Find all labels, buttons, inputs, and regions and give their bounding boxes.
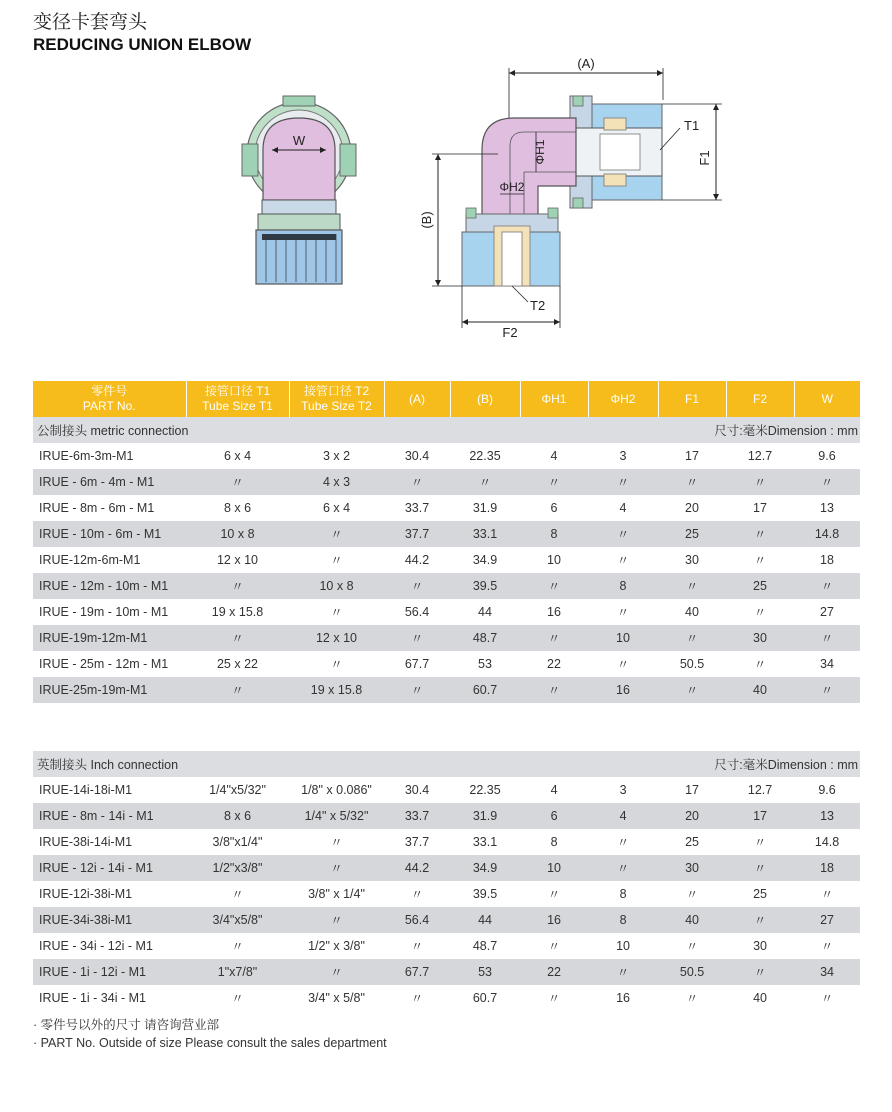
- table-cell: 〃: [384, 985, 450, 1011]
- metric-spec-table: [33, 381, 860, 703]
- table-cell: 3: [588, 443, 658, 469]
- table-cell: 〃: [520, 469, 588, 495]
- footnote-en: · PART No. Outside of size Please consult the sales department: [33, 1036, 387, 1050]
- part-number-cell: IRUE - 8m - 6m - M1: [33, 495, 186, 521]
- dimension-label-a: (A): [577, 56, 595, 71]
- table-cell: 12 x 10: [186, 547, 289, 573]
- table-row: [33, 547, 860, 573]
- table-cell: 〃: [726, 521, 794, 547]
- table-cell: 〃: [384, 573, 450, 599]
- table-cell: 33.7: [384, 495, 450, 521]
- table-cell: 30: [726, 625, 794, 651]
- table-cell: 〃: [794, 933, 860, 959]
- table-cell: 40: [658, 907, 726, 933]
- table-cell: 27: [794, 599, 860, 625]
- table-cell: 〃: [658, 469, 726, 495]
- table-cell: 18: [794, 547, 860, 573]
- table-cell: 〃: [450, 469, 520, 495]
- table-cell: 〃: [289, 599, 384, 625]
- part-number-cell: IRUE - 12i - 14i - M1: [33, 855, 186, 881]
- table-row: [33, 469, 860, 495]
- table-cell: 3 x 2: [289, 443, 384, 469]
- col-header-b: (B): [450, 381, 520, 417]
- table-cell: 〃: [588, 521, 658, 547]
- table-cell: 〃: [384, 677, 450, 703]
- table-cell: 17: [658, 443, 726, 469]
- end-view-drawing: [242, 96, 356, 284]
- col-header-h1: ΦH1: [520, 381, 588, 417]
- col-header-f1: F1: [658, 381, 726, 417]
- part-number-cell: IRUE - 10m - 6m - M1: [33, 521, 186, 547]
- table-cell: 〃: [794, 469, 860, 495]
- table-cell: 12 x 10: [289, 625, 384, 651]
- table-row: [33, 599, 860, 625]
- table-cell: 〃: [520, 933, 588, 959]
- table-cell: 25: [658, 521, 726, 547]
- technical-drawing: [0, 0, 892, 370]
- table-row: [33, 443, 860, 469]
- table-cell: 25 x 22: [186, 651, 289, 677]
- table-cell: 39.5: [450, 573, 520, 599]
- table-cell: 31.9: [450, 495, 520, 521]
- part-number-cell: IRUE-19m-12m-M1: [33, 625, 186, 651]
- table-cell: 〃: [520, 573, 588, 599]
- table-cell: 16: [520, 907, 588, 933]
- part-number-cell: IRUE - 25m - 12m - M1: [33, 651, 186, 677]
- table-cell: 〃: [289, 855, 384, 881]
- table-cell: 〃: [658, 573, 726, 599]
- col-header-w: W: [794, 381, 860, 417]
- table-row: [33, 651, 860, 677]
- table-cell: 8: [588, 881, 658, 907]
- table-cell: 〃: [289, 829, 384, 855]
- table-cell: 8: [520, 521, 588, 547]
- table-cell: 〃: [186, 933, 289, 959]
- inch-spec-table: [33, 751, 860, 1011]
- footnote-cn: · 零件号以外的尺寸 请咨询营业部: [33, 1018, 220, 1032]
- table-cell: 33.1: [450, 521, 520, 547]
- table-cell: 53: [450, 959, 520, 985]
- part-number-cell: IRUE-6m-3m-M1: [33, 443, 186, 469]
- table-row: [33, 777, 860, 803]
- table-cell: 4: [588, 495, 658, 521]
- part-number-cell: IRUE - 19m - 10m - M1: [33, 599, 186, 625]
- dimension-label-h1: ΦH1: [533, 139, 547, 165]
- part-number-cell: IRUE - 6m - 4m - M1: [33, 469, 186, 495]
- table-cell: 〃: [289, 521, 384, 547]
- table-cell: 〃: [588, 599, 658, 625]
- table-cell: 16: [588, 677, 658, 703]
- table-cell: 34: [794, 959, 860, 985]
- dimension-label-h2: ΦH2: [499, 180, 525, 194]
- table-cell: 14.8: [794, 829, 860, 855]
- table-cell: 14.8: [794, 521, 860, 547]
- table-cell: 53: [450, 651, 520, 677]
- table-cell: 40: [726, 677, 794, 703]
- section-row-inch: [33, 751, 860, 777]
- table-cell: 48.7: [450, 625, 520, 651]
- table-cell: 56.4: [384, 599, 450, 625]
- table-cell: 1/2"x3/8": [186, 855, 289, 881]
- table-cell: 33.1: [450, 829, 520, 855]
- part-number-cell: IRUE - 1i - 34i - M1: [33, 985, 186, 1011]
- table-cell: 30.4: [384, 777, 450, 803]
- table-cell: 13: [794, 803, 860, 829]
- col-header-a: (A): [384, 381, 450, 417]
- table-cell: 9.6: [794, 777, 860, 803]
- table-row: [33, 495, 860, 521]
- table-cell: 17: [726, 495, 794, 521]
- table-cell: 18: [794, 855, 860, 881]
- table-cell: 60.7: [450, 677, 520, 703]
- table-row: [33, 521, 860, 547]
- table-cell: 4 x 3: [289, 469, 384, 495]
- table-cell: 〃: [186, 469, 289, 495]
- table-row: [33, 933, 860, 959]
- table-cell: 6: [520, 495, 588, 521]
- table-cell: 4: [588, 803, 658, 829]
- table-cell: 16: [588, 985, 658, 1011]
- col-header-h2: ΦH2: [588, 381, 658, 417]
- table-row: [33, 829, 860, 855]
- table-cell: 8: [520, 829, 588, 855]
- table-cell: 〃: [726, 547, 794, 573]
- table-row: [33, 959, 860, 985]
- table-cell: 10: [588, 625, 658, 651]
- dimension-label-w: W: [292, 133, 306, 148]
- table-cell: 40: [658, 599, 726, 625]
- table-cell: 〃: [726, 959, 794, 985]
- footnotes: [33, 1016, 387, 1052]
- table-cell: 〃: [794, 573, 860, 599]
- table-cell: 10: [520, 547, 588, 573]
- table-cell: 25: [726, 573, 794, 599]
- section-label-metric: 公制接头 metric connection: [33, 417, 520, 443]
- table-cell: 〃: [520, 881, 588, 907]
- table-row: [33, 677, 860, 703]
- table-cell: 〃: [588, 651, 658, 677]
- table-cell: 3/4" x 5/8": [289, 985, 384, 1011]
- table-cell: 〃: [384, 625, 450, 651]
- table-cell: 34: [794, 651, 860, 677]
- table-cell: 3/8"x1/4": [186, 829, 289, 855]
- table-cell: 1/8" x 0.086": [289, 777, 384, 803]
- table-cell: 〃: [658, 881, 726, 907]
- table-cell: 30: [658, 547, 726, 573]
- table-row: [33, 881, 860, 907]
- table-cell: 〃: [186, 677, 289, 703]
- table-cell: 〃: [520, 985, 588, 1011]
- table-cell: 30: [726, 933, 794, 959]
- table-cell: 〃: [658, 985, 726, 1011]
- table-cell: 〃: [588, 469, 658, 495]
- table-cell: 〃: [186, 573, 289, 599]
- table-cell: 1/2" x 3/8": [289, 933, 384, 959]
- dimension-label-f2: F2: [502, 325, 518, 340]
- table-cell: 40: [726, 985, 794, 1011]
- table-cell: 50.5: [658, 651, 726, 677]
- part-number-cell: IRUE-12i-38i-M1: [33, 881, 186, 907]
- table-cell: 16: [520, 599, 588, 625]
- part-number-cell: IRUE-34i-38i-M1: [33, 907, 186, 933]
- table-cell: 〃: [289, 547, 384, 573]
- part-number-cell: IRUE-25m-19m-M1: [33, 677, 186, 703]
- table-cell: 9.6: [794, 443, 860, 469]
- table-cell: 3: [588, 777, 658, 803]
- table-cell: 〃: [794, 985, 860, 1011]
- table-cell: 27: [794, 907, 860, 933]
- table-cell: 37.7: [384, 521, 450, 547]
- part-number-cell: IRUE-38i-14i-M1: [33, 829, 186, 855]
- table-cell: 19 x 15.8: [289, 677, 384, 703]
- table-row: [33, 907, 860, 933]
- table-cell: 12.7: [726, 443, 794, 469]
- table-cell: 44: [450, 599, 520, 625]
- table-cell: 〃: [588, 547, 658, 573]
- table-cell: 39.5: [450, 881, 520, 907]
- unit-label-metric: 尺寸:毫米Dimension : mm: [520, 417, 860, 443]
- table-cell: 34.9: [450, 547, 520, 573]
- table-cell: 17: [726, 803, 794, 829]
- page-title-cn: 变径卡套弯头: [33, 12, 148, 33]
- table-row: [33, 855, 860, 881]
- col-header-part-no: 零件号 PART No.: [33, 381, 186, 417]
- table-cell: 〃: [658, 625, 726, 651]
- table-cell: 31.9: [450, 803, 520, 829]
- dimension-label-t1: T1: [684, 118, 700, 133]
- table-cell: 〃: [186, 881, 289, 907]
- col-header-f2: F2: [726, 381, 794, 417]
- col-header-t2: 接管口径 T2 Tube Size T2: [289, 381, 384, 417]
- table-cell: 34.9: [450, 855, 520, 881]
- table-cell: 〃: [726, 469, 794, 495]
- table-row: [33, 803, 860, 829]
- dimension-label-f1: F1: [697, 150, 712, 166]
- table-cell: 〃: [794, 677, 860, 703]
- table-cell: 〃: [384, 469, 450, 495]
- table-cell: 1/4"x5/32": [186, 777, 289, 803]
- table-cell: 48.7: [450, 933, 520, 959]
- table-cell: 8: [588, 907, 658, 933]
- table-cell: 8 x 6: [186, 495, 289, 521]
- table-cell: 44.2: [384, 547, 450, 573]
- table-row: [33, 625, 860, 651]
- part-number-cell: IRUE - 12m - 10m - M1: [33, 573, 186, 599]
- table-cell: 25: [726, 881, 794, 907]
- table-cell: 60.7: [450, 985, 520, 1011]
- section-row-metric: [33, 417, 860, 443]
- table-row: [33, 985, 860, 1011]
- part-number-cell: IRUE - 34i - 12i - M1: [33, 933, 186, 959]
- table-cell: 4: [520, 777, 588, 803]
- part-number-cell: IRUE - 8m - 14i - M1: [33, 803, 186, 829]
- table-cell: 〃: [384, 881, 450, 907]
- table-cell: 33.7: [384, 803, 450, 829]
- table-cell: 〃: [289, 651, 384, 677]
- table-cell: 22: [520, 651, 588, 677]
- table-cell: 37.7: [384, 829, 450, 855]
- table-cell: 〃: [186, 985, 289, 1011]
- table-cell: 〃: [726, 907, 794, 933]
- table-cell: 20: [658, 803, 726, 829]
- table-cell: 30: [658, 855, 726, 881]
- table-cell: 〃: [658, 677, 726, 703]
- table-cell: 10: [588, 933, 658, 959]
- table-cell: 〃: [520, 625, 588, 651]
- table-cell: 10: [520, 855, 588, 881]
- table-cell: 12.7: [726, 777, 794, 803]
- table-cell: 44: [450, 907, 520, 933]
- table-cell: 6: [520, 803, 588, 829]
- table-cell: 56.4: [384, 907, 450, 933]
- table-cell: 〃: [726, 829, 794, 855]
- table-cell: 67.7: [384, 651, 450, 677]
- part-number-cell: IRUE - 1i - 12i - M1: [33, 959, 186, 985]
- table-cell: 8: [588, 573, 658, 599]
- table-cell: 25: [658, 829, 726, 855]
- section-view-drawing: [419, 56, 722, 340]
- table-cell: 1"x7/8": [186, 959, 289, 985]
- table-cell: 〃: [588, 829, 658, 855]
- table-cell: 〃: [726, 599, 794, 625]
- table-cell: 6 x 4: [289, 495, 384, 521]
- table-cell: 〃: [289, 959, 384, 985]
- table-cell: 10 x 8: [186, 521, 289, 547]
- table-cell: 〃: [186, 625, 289, 651]
- dimension-label-t2: T2: [530, 298, 546, 313]
- table-cell: 17: [658, 777, 726, 803]
- col-header-t1: 接管口径 T1 Tube Size T1: [186, 381, 289, 417]
- part-number-cell: IRUE-12m-6m-M1: [33, 547, 186, 573]
- table-cell: 1/4" x 5/32": [289, 803, 384, 829]
- part-number-cell: IRUE-14i-18i-M1: [33, 777, 186, 803]
- table-header-row: [33, 381, 860, 417]
- table-cell: 10 x 8: [289, 573, 384, 599]
- table-cell: 30.4: [384, 443, 450, 469]
- table-cell: 20: [658, 495, 726, 521]
- table-row: [33, 573, 860, 599]
- unit-label-inch: 尺寸:毫米Dimension : mm: [520, 751, 860, 777]
- table-cell: 〃: [726, 855, 794, 881]
- table-cell: 〃: [794, 881, 860, 907]
- table-cell: 44.2: [384, 855, 450, 881]
- table-cell: 〃: [289, 907, 384, 933]
- table-cell: 〃: [726, 651, 794, 677]
- table-cell: 〃: [588, 855, 658, 881]
- table-cell: 67.7: [384, 959, 450, 985]
- section-label-inch: 英制接头 Inch connection: [33, 751, 520, 777]
- table-cell: 〃: [384, 933, 450, 959]
- table-cell: 3/4"x5/8": [186, 907, 289, 933]
- table-cell: 3/8" x 1/4": [289, 881, 384, 907]
- table-cell: 19 x 15.8: [186, 599, 289, 625]
- table-cell: 4: [520, 443, 588, 469]
- table-cell: 〃: [794, 625, 860, 651]
- table-cell: 8 x 6: [186, 803, 289, 829]
- table-cell: 22.35: [450, 777, 520, 803]
- table-cell: 13: [794, 495, 860, 521]
- table-cell: 50.5: [658, 959, 726, 985]
- table-cell: 〃: [520, 677, 588, 703]
- table-cell: 22: [520, 959, 588, 985]
- page-title-en: REDUCING UNION ELBOW: [33, 35, 252, 54]
- dimension-label-b: (B): [419, 211, 434, 229]
- table-cell: 〃: [658, 933, 726, 959]
- table-cell: 6 x 4: [186, 443, 289, 469]
- table-cell: 〃: [588, 959, 658, 985]
- table-cell: 22.35: [450, 443, 520, 469]
